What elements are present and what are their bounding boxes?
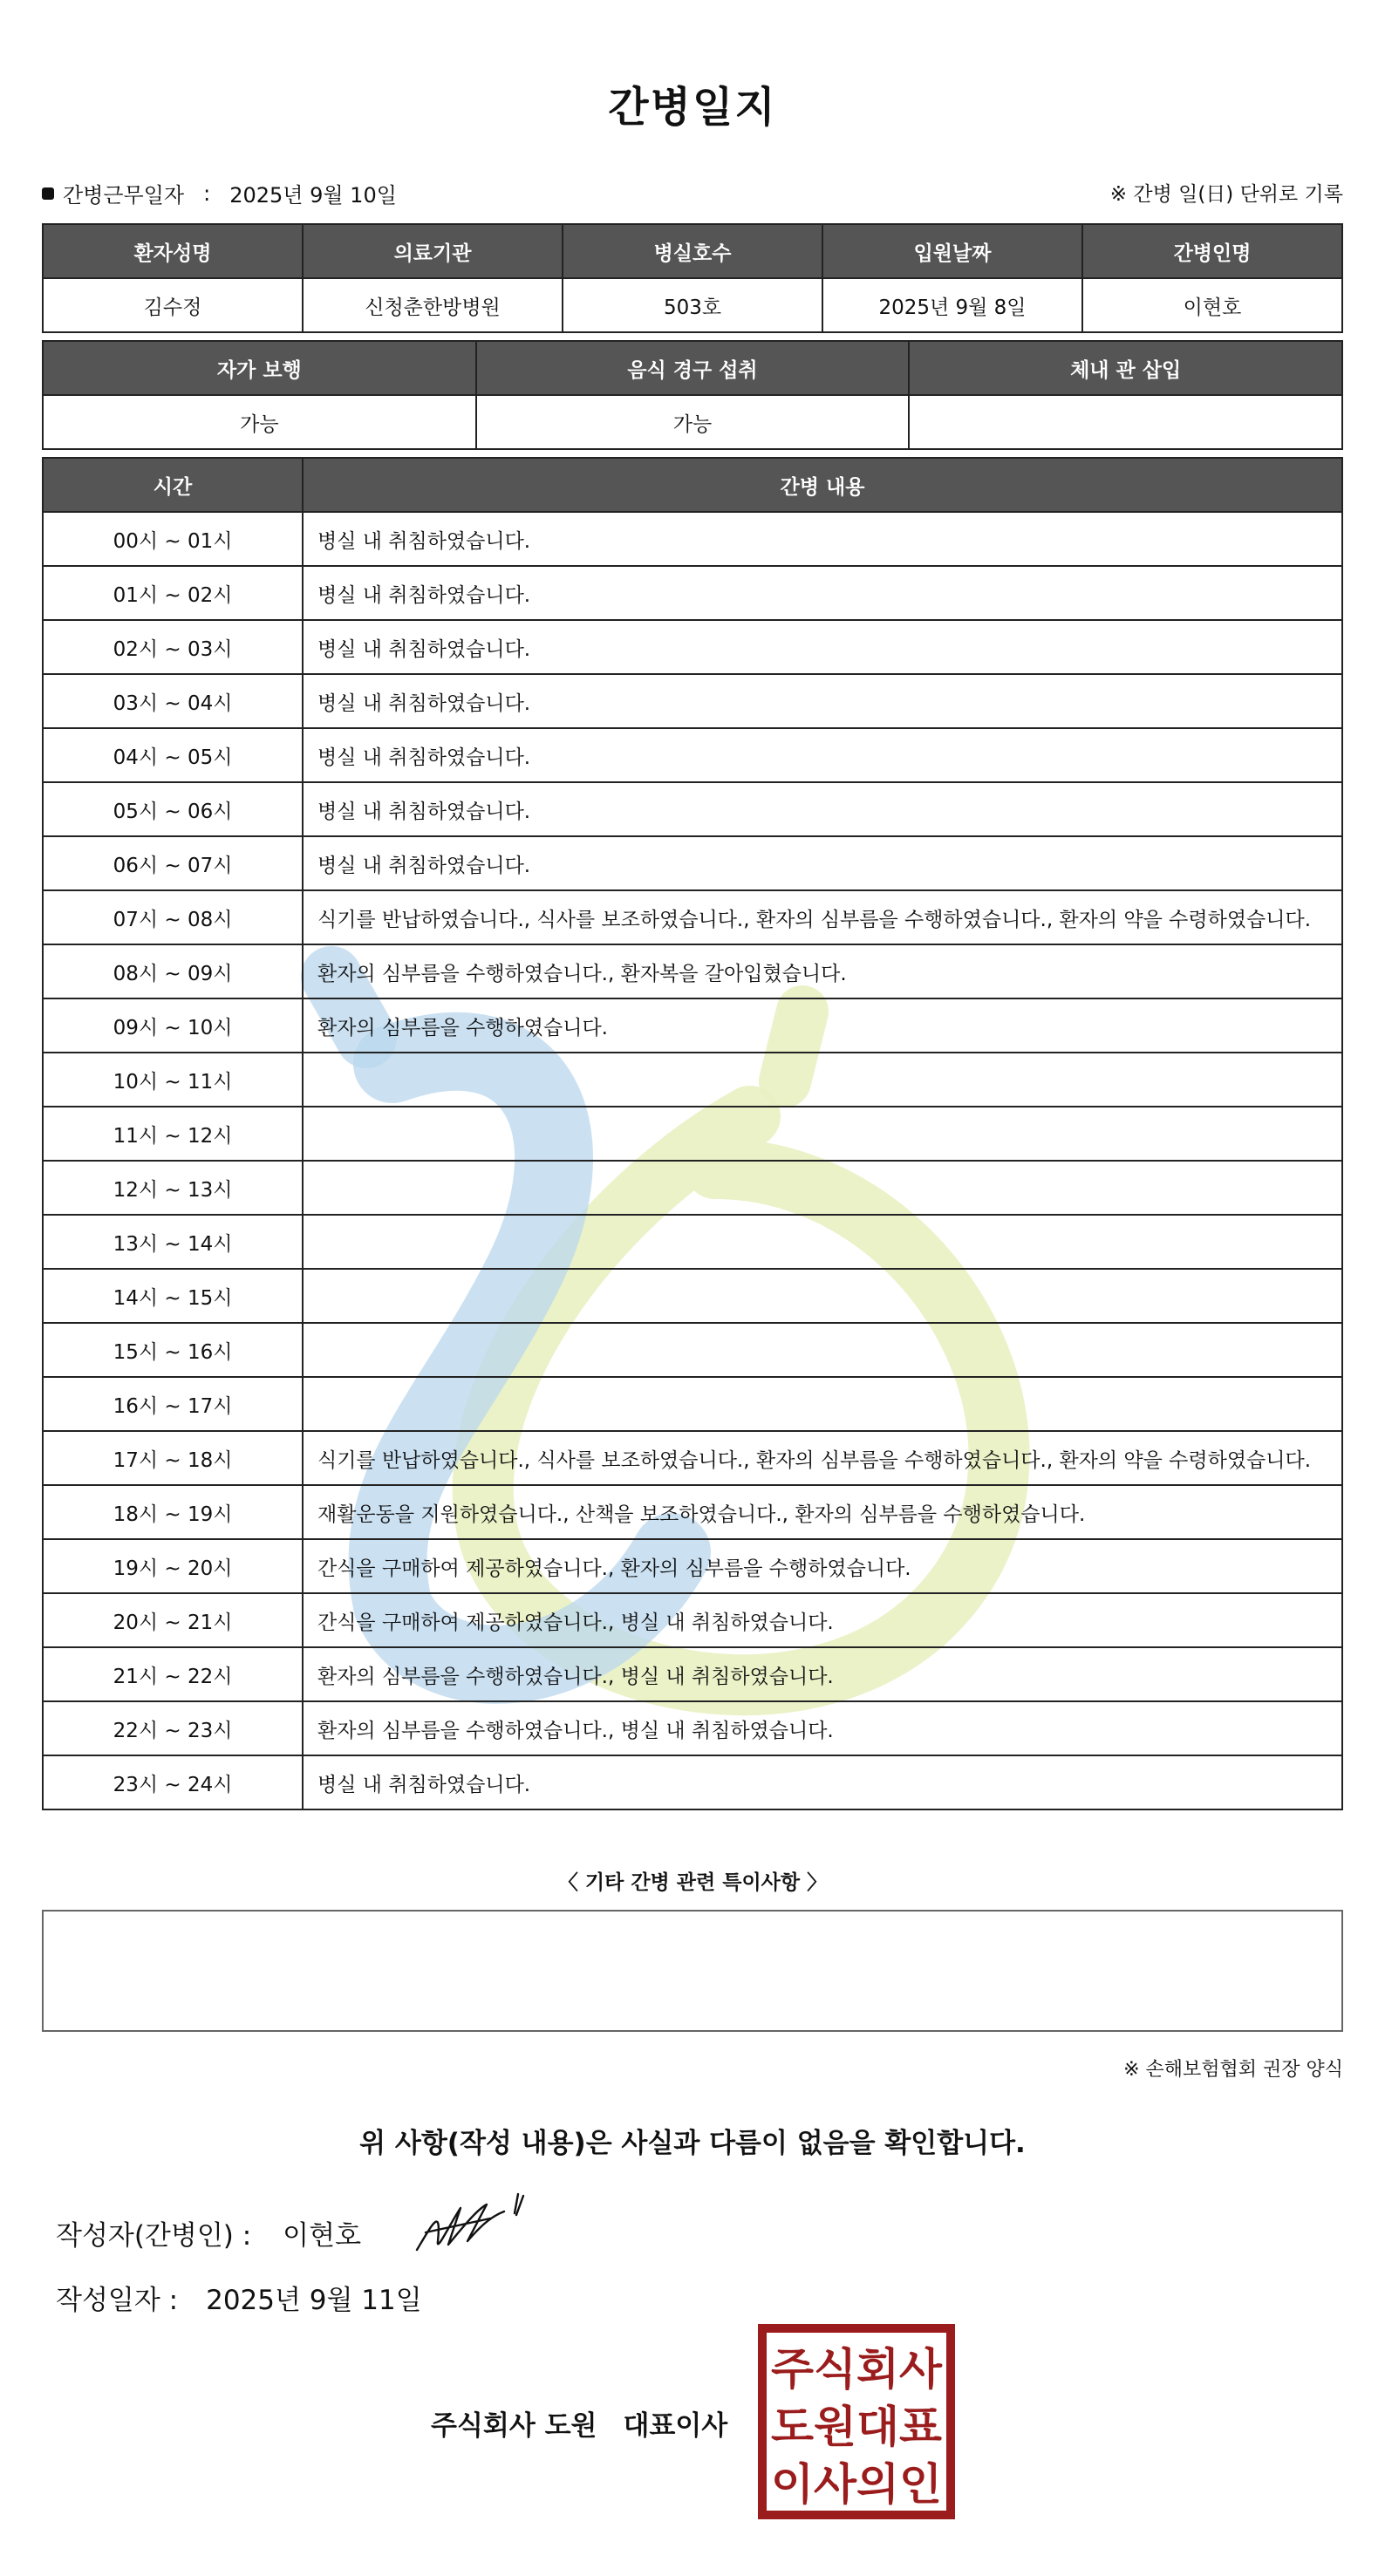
log-time: 10시 ~ 11시 bbox=[43, 1053, 303, 1107]
header-institution: 의료기관 bbox=[303, 224, 563, 278]
writer-name: 이현호 bbox=[283, 2220, 362, 2252]
company-seal-stamp bbox=[757, 2323, 956, 2520]
log-row bbox=[43, 1053, 1342, 1107]
log-content: 재활운동을 지원하였습니다., 산책을 보조하였습니다., 환자의 심부름을 수행하였습니다. bbox=[303, 1485, 1342, 1539]
log-row bbox=[43, 1539, 1342, 1593]
work-date-row bbox=[42, 178, 397, 208]
admission-date: 2025년 9월 8일 bbox=[822, 278, 1082, 332]
log-time: 13시 ~ 14시 bbox=[43, 1215, 303, 1269]
log-content: 병실 내 취침하였습니다. bbox=[303, 836, 1342, 890]
written-date-label: 작성일자 : bbox=[56, 2285, 179, 2316]
status-value-row bbox=[43, 395, 1342, 449]
log-time: 05시 ~ 06시 bbox=[43, 782, 303, 836]
self-walking: 가능 bbox=[43, 395, 476, 449]
log-time: 01시 ~ 02시 bbox=[43, 566, 303, 620]
work-date-label: 간병근무일자 bbox=[63, 183, 185, 208]
log-content: 병실 내 취침하였습니다. bbox=[303, 566, 1342, 620]
log-row bbox=[43, 1215, 1342, 1269]
writer-row bbox=[56, 2213, 361, 2252]
log-time: 21시 ~ 22시 bbox=[43, 1647, 303, 1701]
header-self-walking: 자가 보행 bbox=[43, 341, 476, 395]
log-row bbox=[43, 512, 1342, 566]
log-row bbox=[43, 1161, 1342, 1215]
company-name: 주식회사 도원 bbox=[431, 2410, 597, 2442]
remarks-title: 〈 기타 간병 관련 특이사항 〉 bbox=[557, 1871, 828, 1894]
bullet-square-icon bbox=[42, 187, 54, 200]
log-content: 병실 내 취침하였습니다. bbox=[303, 620, 1342, 674]
patient-status-table bbox=[42, 340, 1343, 450]
log-row bbox=[43, 1647, 1342, 1701]
log-body bbox=[43, 512, 1342, 1809]
log-row bbox=[43, 1485, 1342, 1539]
writer-label: 작성자(간병인) : bbox=[56, 2220, 252, 2252]
log-time: 12시 ~ 13시 bbox=[43, 1161, 303, 1215]
log-row bbox=[43, 1431, 1342, 1485]
svg-text:도원대표: 도원대표 bbox=[771, 2402, 943, 2452]
log-row bbox=[43, 890, 1342, 944]
log-time: 06시 ~ 07시 bbox=[43, 836, 303, 890]
log-content: 병실 내 취침하였습니다. bbox=[303, 782, 1342, 836]
log-content bbox=[303, 1053, 1342, 1107]
svg-text:주식회사: 주식회사 bbox=[771, 2344, 943, 2395]
log-content: 식기를 반납하였습니다., 식사를 보조하였습니다., 환자의 심부름을 수행하였습니다., 환자의 약을 수령하였습니다. bbox=[303, 890, 1342, 944]
log-time: 16시 ~ 17시 bbox=[43, 1377, 303, 1431]
page-title: 간병일지 bbox=[608, 83, 777, 132]
log-time: 03시 ~ 04시 bbox=[43, 674, 303, 728]
hourly-log-table bbox=[42, 457, 1343, 1810]
confirmation-statement: 위 사항(작성 내용)은 사실과 다름이 없음을 확인합니다. bbox=[359, 2128, 1026, 2159]
work-date-colon: : bbox=[203, 181, 211, 206]
company-signature-line bbox=[431, 2403, 727, 2443]
written-date-row bbox=[56, 2278, 422, 2317]
room-number: 503호 bbox=[563, 278, 822, 332]
header-room-number: 병실호수 bbox=[563, 224, 822, 278]
log-row bbox=[43, 620, 1342, 674]
log-content: 병실 내 취침하였습니다. bbox=[303, 728, 1342, 782]
log-row bbox=[43, 728, 1342, 782]
log-time: 18시 ~ 19시 bbox=[43, 1485, 303, 1539]
log-row bbox=[43, 782, 1342, 836]
log-content: 식기를 반납하였습니다., 식사를 보조하였습니다., 환자의 심부름을 수행하였습니다., 환자의 약을 수령하였습니다. bbox=[303, 1431, 1342, 1485]
log-row bbox=[43, 566, 1342, 620]
work-date-value: 2025년 9월 10일 bbox=[229, 183, 397, 208]
patient-info-table bbox=[42, 223, 1343, 333]
log-content bbox=[303, 1161, 1342, 1215]
log-content: 환자의 심부름을 수행하였습니다. bbox=[303, 998, 1342, 1053]
header-oral-intake: 음식 경구 섭취 bbox=[476, 341, 910, 395]
log-row bbox=[43, 1755, 1342, 1809]
log-content: 병실 내 취침하였습니다. bbox=[303, 1755, 1342, 1809]
log-time: 09시 ~ 10시 bbox=[43, 998, 303, 1053]
log-content: 병실 내 취침하였습니다. bbox=[303, 512, 1342, 566]
log-content bbox=[303, 1269, 1342, 1323]
form-source-note: ※ 손해보험협회 권장 양식 bbox=[1123, 2059, 1343, 2081]
caregiver-name: 이현호 bbox=[1082, 278, 1342, 332]
svg-text:이사의인: 이사의인 bbox=[771, 2459, 942, 2510]
log-row bbox=[43, 1701, 1342, 1755]
log-time: 08시 ~ 09시 bbox=[43, 944, 303, 998]
institution: 신청춘한방병원 bbox=[303, 278, 563, 332]
log-content: 간식을 구매하여 제공하였습니다., 환자의 심부름을 수행하였습니다. bbox=[303, 1539, 1342, 1593]
log-content: 병실 내 취침하였습니다. bbox=[303, 674, 1342, 728]
header-patient-name: 환자성명 bbox=[43, 224, 303, 278]
log-row bbox=[43, 1269, 1342, 1323]
log-header-row bbox=[43, 458, 1342, 512]
log-content bbox=[303, 1107, 1342, 1161]
representative-title: 대표이사 bbox=[623, 2410, 728, 2442]
log-content bbox=[303, 1323, 1342, 1377]
log-content: 환자의 심부름을 수행하였습니다., 병실 내 취침하였습니다. bbox=[303, 1701, 1342, 1755]
log-row bbox=[43, 1593, 1342, 1647]
remarks-box bbox=[42, 1910, 1343, 2032]
log-time: 20시 ~ 21시 bbox=[43, 1593, 303, 1647]
log-time: 14시 ~ 15시 bbox=[43, 1269, 303, 1323]
record-unit-note: ※ 간병 일(日) 단위로 기록 bbox=[1109, 183, 1343, 206]
status-header-row bbox=[43, 341, 1342, 395]
header-tube-insertion: 체내 관 삽입 bbox=[909, 341, 1342, 395]
oral-intake: 가능 bbox=[476, 395, 910, 449]
log-row bbox=[43, 998, 1342, 1053]
log-time: 11시 ~ 12시 bbox=[43, 1107, 303, 1161]
log-time: 15시 ~ 16시 bbox=[43, 1323, 303, 1377]
log-time: 07시 ~ 08시 bbox=[43, 890, 303, 944]
log-time: 00시 ~ 01시 bbox=[43, 512, 303, 566]
handwritten-signature bbox=[406, 2189, 537, 2259]
log-time: 22시 ~ 23시 bbox=[43, 1701, 303, 1755]
log-time: 02시 ~ 03시 bbox=[43, 620, 303, 674]
patient-name: 김수정 bbox=[43, 278, 303, 332]
header-care-content: 간병 내용 bbox=[303, 458, 1342, 512]
log-time: 04시 ~ 05시 bbox=[43, 728, 303, 782]
tube-insertion bbox=[909, 395, 1342, 449]
patient-info-header-row bbox=[43, 224, 1342, 278]
log-time: 17시 ~ 18시 bbox=[43, 1431, 303, 1485]
log-row bbox=[43, 674, 1342, 728]
log-row bbox=[43, 1377, 1342, 1431]
log-content: 간식을 구매하여 제공하였습니다., 병실 내 취침하였습니다. bbox=[303, 1593, 1342, 1647]
log-content: 환자의 심부름을 수행하였습니다., 환자복을 갈아입혔습니다. bbox=[303, 944, 1342, 998]
log-row bbox=[43, 1107, 1342, 1161]
log-row bbox=[43, 1323, 1342, 1377]
log-content: 환자의 심부름을 수행하였습니다., 병실 내 취침하였습니다. bbox=[303, 1647, 1342, 1701]
header-caregiver-name: 간병인명 bbox=[1082, 224, 1342, 278]
log-content bbox=[303, 1377, 1342, 1431]
written-date-value: 2025년 9월 11일 bbox=[206, 2285, 422, 2316]
log-row bbox=[43, 836, 1342, 890]
patient-info-value-row bbox=[43, 278, 1342, 332]
log-row bbox=[43, 944, 1342, 998]
header-admission-date: 입원날짜 bbox=[822, 224, 1082, 278]
log-time: 23시 ~ 24시 bbox=[43, 1755, 303, 1809]
log-time: 19시 ~ 20시 bbox=[43, 1539, 303, 1593]
header-time: 시간 bbox=[43, 458, 303, 512]
log-content bbox=[303, 1215, 1342, 1269]
